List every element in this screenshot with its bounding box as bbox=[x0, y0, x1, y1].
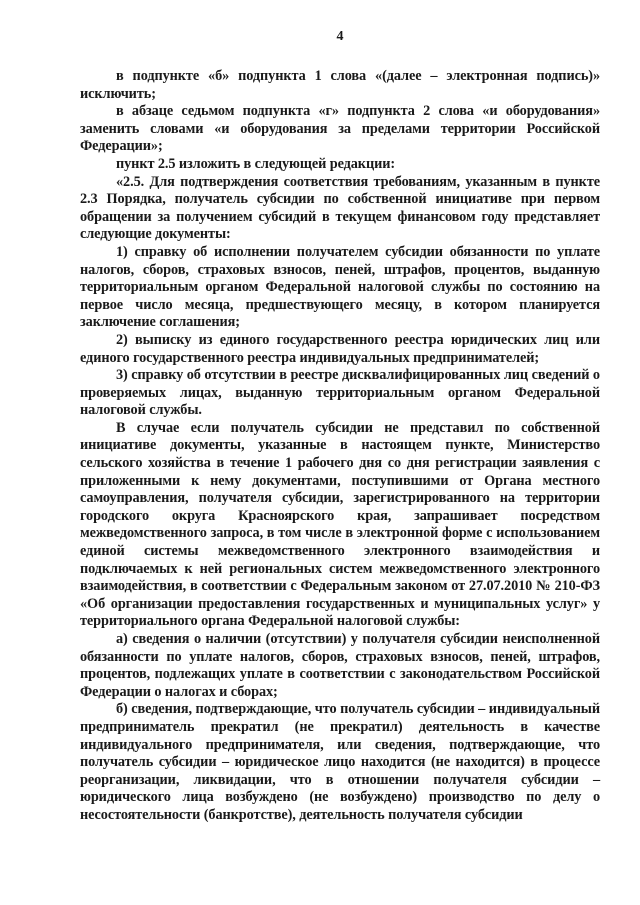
paragraph-electronic-signature: в подпункте «б» подпункта 1 слова «(далее – электронная подпись)» исключить; bbox=[80, 68, 600, 102]
paragraph-interagency-request: В случае если получатель субсидии не представил по собственной инициативе документы, указанные в настоящем пункте, Министерство сельского хозяйства в течение 1 рабочего дня со дня регистрации заявления с приложенными к нему документами, поступившими от Органа местного самоуправления, получателя субсидии, зарегистрированного на территории городского округа Красноярского края, запрашивает посредством межведомственного запроса, в том числе в электронной форме с использованием единой системы межведомственного электронного взаимодействия и подключаемых к ней региональных систем межведомственного электронного взаимодействия, в соответствии с Федеральным законом от 27.07.2010 № 210-ФЗ «Об организации предоставления государственных и муниципальных услуг» у территориального органа Федеральной налоговой службы: bbox=[80, 419, 600, 630]
paragraph-equipment-amendment: в абзаце седьмом подпункта «г» подпункта 2 слова «и оборудования» заменить словами «и оборудования за пределами территории Российской Федерации»; bbox=[80, 103, 600, 155]
list-item-2-registry-extract: 2) выписку из единого государственного реестра юридических лиц или единого государственного реестра индивидуальных предпринимателей; bbox=[80, 331, 600, 366]
list-item-1-tax-certificate: 1) справку об исполнении получателем субсидии обязанности по уплате налогов, сборов, страховых взносов, пеней, штрафов, процентов, выданную территориальным органом Федеральной налоговой службы по состоянию на первое число месяца, предшествующего месяцу, в котором планируется заключение соглашения; bbox=[80, 243, 600, 331]
page-number: 4 bbox=[336, 29, 344, 44]
paragraph-item-2-5: «2.5. Для подтверждения соответствия требованиям, указанным в пункте 2.3 Порядка, получатель субсидии по собственной инициативе при первом обращении за получением субсидий в текущем финансовом году представляет следующие документы: bbox=[80, 173, 600, 243]
list-item-3-disqualified-certificate: 3) справку об отсутствии в реестре дисквалифицированных лиц сведений о проверяемых лицах, выданную территориальным органом Федеральной налоговой службы. bbox=[80, 367, 600, 419]
list-item-b-activity-info: б) сведения, подтверждающие, что получатель субсидии – индивидуальный предприниматель прекратил (не прекратил) деятельность в качестве индивидуального предпринимателя, или сведения, подтверждающие, что получатель субсидии – юридическое лицо находится (не находится) в процессе реорганизации, ликвидации, что в отношении получателя субсидии – юридического лица возбуждено (не возбуждено) производство по делу о несостоятельности (банкротстве), деятельность получателя субсидии bbox=[80, 701, 600, 823]
paragraph-item-2-5-intro: пункт 2.5 изложить в следующей редакции: bbox=[116, 155, 396, 172]
list-item-a-tax-debt-info: а) сведения о наличии (отсутствии) у получателя субсидии неисполненной обязанности по уплате налогов, сборов, страховых взносов, пеней, штрафов, процентов, подлежащих уплате в соответствии с законодательством Российской Федерации о налогах и сборах; bbox=[80, 631, 600, 700]
